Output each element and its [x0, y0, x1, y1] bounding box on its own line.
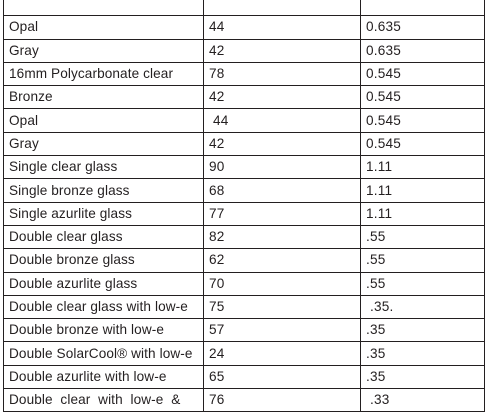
table-row	[4, 39, 485, 62]
table-row	[4, 179, 485, 202]
transmittance-cell: 90	[204, 156, 361, 179]
u-value-cell: 1.11	[361, 179, 485, 202]
u-value-cell	[361, 0, 485, 16]
table-row	[4, 62, 485, 85]
table-row	[4, 365, 485, 388]
glazing-table-container	[3, 0, 484, 412]
material-cell: Single azurlite glass	[4, 202, 204, 225]
transmittance-cell: 82	[204, 225, 361, 248]
table-row	[4, 295, 485, 318]
table-row	[4, 389, 485, 412]
transmittance-cell	[204, 0, 361, 16]
material-cell: Bronze	[4, 86, 204, 109]
material-cell: Opal	[4, 109, 204, 132]
table-row	[4, 0, 485, 16]
u-value-cell: .55	[361, 249, 485, 272]
material-cell: Gray	[4, 39, 204, 62]
table-row	[4, 109, 485, 132]
table-row	[4, 156, 485, 179]
table-row	[4, 342, 485, 365]
material-cell: Opal	[4, 16, 204, 39]
transmittance-cell: 42	[204, 86, 361, 109]
material-cell: Double clear glass	[4, 225, 204, 248]
u-value-cell: .55	[361, 272, 485, 295]
transmittance-cell: 57	[204, 319, 361, 342]
u-value-cell: .55	[361, 225, 485, 248]
material-cell	[4, 0, 204, 16]
u-value-cell: .35	[361, 342, 485, 365]
transmittance-cell: 42	[204, 132, 361, 155]
glazing-properties-table	[3, 0, 485, 412]
transmittance-cell: 68	[204, 179, 361, 202]
transmittance-cell: 44	[204, 109, 361, 132]
table-row	[4, 132, 485, 155]
u-value-cell: 0.545	[361, 109, 485, 132]
transmittance-cell: 44	[204, 16, 361, 39]
material-cell: Single clear glass	[4, 156, 204, 179]
transmittance-cell: 76	[204, 389, 361, 412]
transmittance-cell: 24	[204, 342, 361, 365]
u-value-cell: .35	[361, 319, 485, 342]
material-cell: Double SolarCool® with low-e	[4, 342, 204, 365]
material-cell: Gray	[4, 132, 204, 155]
transmittance-cell: 70	[204, 272, 361, 295]
table-row	[4, 225, 485, 248]
material-cell: 16mm Polycarbonate clear	[4, 62, 204, 85]
table-row	[4, 16, 485, 39]
material-cell: Double bronze with low-e	[4, 319, 204, 342]
transmittance-cell: 65	[204, 365, 361, 388]
table-row	[4, 86, 485, 109]
u-value-cell: 0.545	[361, 86, 485, 109]
transmittance-cell: 78	[204, 62, 361, 85]
u-value-cell: 1.11	[361, 156, 485, 179]
transmittance-cell: 42	[204, 39, 361, 62]
table-row	[4, 272, 485, 295]
u-value-cell: .35.	[361, 295, 485, 318]
transmittance-cell: 75	[204, 295, 361, 318]
material-cell: Double azurlite glass	[4, 272, 204, 295]
material-cell: Double clear with low-e &	[4, 389, 204, 412]
table-row	[4, 249, 485, 272]
u-value-cell: 0.545	[361, 62, 485, 85]
u-value-cell: 0.635	[361, 16, 485, 39]
table-body	[4, 0, 485, 412]
u-value-cell: .33	[361, 389, 485, 412]
material-cell: Double azurlite with low-e	[4, 365, 204, 388]
u-value-cell: 0.635	[361, 39, 485, 62]
table-row	[4, 202, 485, 225]
material-cell: Double bronze glass	[4, 249, 204, 272]
u-value-cell: 0.545	[361, 132, 485, 155]
table-row	[4, 319, 485, 342]
transmittance-cell: 62	[204, 249, 361, 272]
material-cell: Single bronze glass	[4, 179, 204, 202]
transmittance-cell: 77	[204, 202, 361, 225]
u-value-cell: 1.11	[361, 202, 485, 225]
material-cell: Double clear glass with low-e	[4, 295, 204, 318]
u-value-cell: .35	[361, 365, 485, 388]
